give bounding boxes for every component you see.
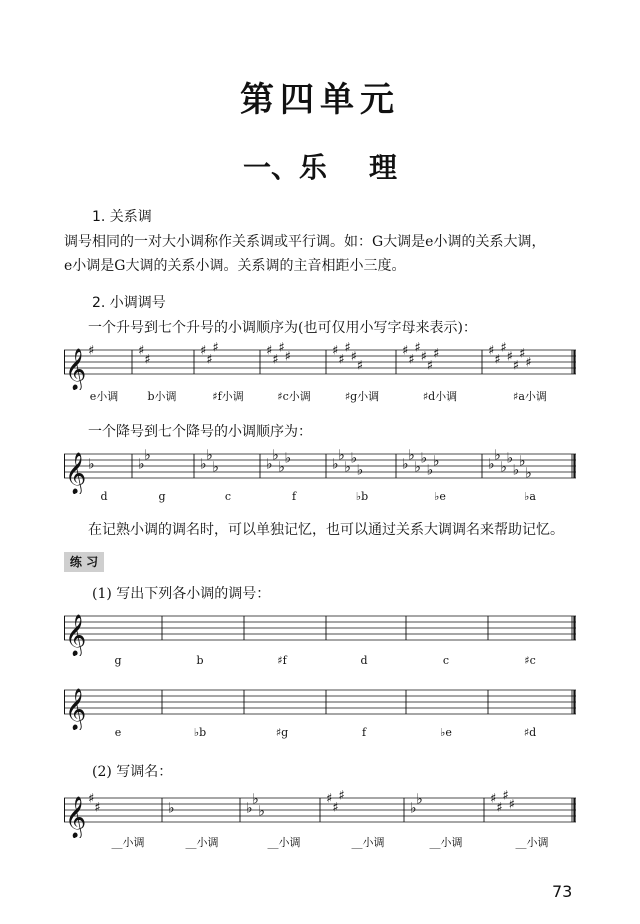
sharp-icon: ♯ (506, 349, 513, 365)
section-title (0, 146, 640, 186)
flat-keys-staff (64, 446, 576, 494)
flat-icon: ♭ (138, 456, 145, 473)
exercise-q2: (2) 写调名： (92, 764, 173, 780)
exercise-row-2-label-1: ♭b (193, 726, 207, 739)
flat-icon: ♭ (506, 450, 514, 467)
sharp-key-labels (0, 388, 640, 406)
relative-keys-line-1: 调号相同的一对大小调称作关系调或平行调。如：G大调是e小调的关系大调， (64, 234, 546, 250)
sharp-icon: ♯ (266, 343, 273, 359)
section-number: 一、 (242, 151, 299, 184)
treble-clef-icon: 𝄞 (65, 689, 87, 730)
flat-icon: ♭ (200, 456, 207, 473)
sharp-icon: ♯ (490, 791, 497, 807)
sharp-icon: ♯ (138, 343, 145, 359)
sharp-icon: ♯ (338, 790, 345, 804)
sharp-key-label-4: ♯g小调 (344, 390, 380, 403)
sharp-icon: ♯ (338, 352, 345, 368)
sharp-icon: ♯ (278, 342, 285, 356)
exercise-q2-labels (0, 834, 640, 852)
sharp-icon: ♯ (519, 346, 526, 362)
flat-icon: ♭ (88, 456, 95, 473)
sharp-icon: ♯ (350, 349, 357, 365)
flat-key-label-6: ♭a (524, 490, 536, 503)
sharp-icon: ♯ (284, 349, 291, 365)
flat-key-labels (0, 490, 640, 508)
flat-icon: ♭ (410, 800, 417, 817)
section-title-a: 乐 (298, 151, 327, 184)
exercise-q1: (1) 写出下列各小调的调号： (92, 586, 271, 602)
exercise-row-1-label-2: ♯f (277, 654, 287, 667)
exercise-row-2-labels (0, 726, 640, 744)
sharp-icon: ♯ (512, 358, 520, 374)
exercise-q2-label-2: __小调 (267, 836, 301, 849)
exercise-row-2-label-5: ♯d (523, 726, 537, 739)
exercise-q2-label-1: __小调 (185, 836, 219, 849)
flat-key-label-0: d (100, 490, 108, 503)
flat-icon: ♭ (344, 459, 352, 476)
exercise-row-1-label-4: c (442, 654, 450, 667)
flat-icon: ♭ (168, 800, 175, 817)
flat-icon: ♭ (350, 450, 358, 467)
sharp-key-label-1: b小调 (147, 390, 177, 403)
flat-icon: ♭ (356, 462, 364, 479)
memory-note: 在记熟小调的调名时，可以单独记忆，也可以通过关系大调调名来帮助记忆。 (88, 522, 564, 538)
flat-icon: ♭ (500, 459, 508, 476)
flat-icon: ♭ (519, 453, 526, 470)
exercise-row-2-label-2: ♯g (275, 726, 289, 739)
flat-icon: ♭ (144, 447, 151, 464)
flat-icon: ♭ (284, 450, 292, 467)
sharp-icon: ♯ (508, 797, 515, 813)
sharp-icon: ♯ (206, 352, 213, 368)
sharp-icon: ♯ (426, 358, 434, 374)
flat-icon: ♭ (426, 462, 434, 479)
sharp-icon: ♯ (500, 342, 507, 356)
sharp-icon: ♯ (414, 342, 421, 356)
flat-icon: ♭ (414, 459, 422, 476)
section-title-b: 理 (369, 151, 398, 184)
relative-keys-heading: 1. 关系调 (92, 209, 152, 225)
sharp-icon: ♯ (200, 343, 207, 359)
sharp-keys-staff (64, 342, 576, 390)
sharp-icon: ♯ (94, 800, 101, 816)
exercise-staff-1 (64, 608, 576, 656)
sharp-icon: ♯ (496, 800, 503, 816)
flat-key-label-5: ♭e (434, 490, 446, 503)
sharp-key-label-0: e小调 (89, 390, 119, 403)
sharp-icon: ♯ (488, 343, 495, 359)
flat-icon: ♭ (272, 447, 279, 464)
flat-icon: ♭ (420, 450, 428, 467)
sharp-icon: ♯ (88, 343, 95, 359)
sharp-icon: ♯ (332, 343, 339, 359)
exercise-row-1-label-5: ♯c (524, 654, 536, 667)
page-number: 73 (552, 882, 573, 901)
sharp-icon: ♯ (88, 791, 95, 807)
sharp-icon: ♯ (420, 349, 427, 365)
sharp-icon: ♯ (408, 352, 415, 368)
sharp-icon: ♯ (332, 800, 339, 816)
flat-icon: ♭ (338, 447, 345, 464)
sharp-icon: ♯ (402, 343, 409, 359)
treble-clef-icon: 𝄞 (65, 797, 87, 838)
exercise-badge: 练 习 (64, 552, 104, 572)
sharp-icon: ♯ (272, 352, 279, 368)
relative-keys-line-2: e小调是G大调的关系小调。关系调的主音相距小三度。 (64, 258, 406, 274)
minor-signatures-heading: 2. 小调调号 (92, 295, 166, 311)
exercise-q2-label-0: __小调 (111, 836, 145, 849)
flat-key-label-2: c (224, 490, 232, 503)
flat-icon: ♭ (525, 465, 532, 482)
sharp-key-label-3: ♯c小调 (277, 390, 311, 403)
flat-intro: 一个降号到七个降号的小调顺序为： (88, 424, 312, 440)
flat-key-label-3: f (291, 490, 297, 503)
flat-icon: ♭ (402, 456, 409, 473)
sharp-icon: ♯ (356, 358, 364, 374)
flat-icon: ♭ (494, 447, 501, 464)
treble-clef-icon: 𝄞 (65, 349, 87, 390)
exercise-row-1-label-3: d (360, 654, 368, 667)
flat-icon: ♭ (512, 462, 520, 479)
flat-key-label-1: g (158, 490, 166, 503)
flat-icon: ♭ (246, 800, 253, 817)
sharp-icon: ♯ (494, 352, 501, 368)
flat-icon: ♭ (433, 453, 440, 470)
flat-icon: ♭ (416, 791, 423, 808)
exercise-staff-3 (64, 790, 576, 838)
sharp-icon: ♯ (502, 790, 509, 804)
exercise-row-2-label-3: f (361, 726, 367, 739)
exercise-row-1-labels (0, 654, 640, 672)
flat-icon: ♭ (258, 803, 266, 820)
exercise-row-1-label-1: b (196, 654, 204, 667)
sharp-key-label-6: ♯a小调 (513, 390, 547, 403)
sharp-icon: ♯ (144, 352, 151, 368)
flat-icon: ♭ (206, 447, 213, 464)
flat-icon: ♭ (278, 459, 286, 476)
flat-icon: ♭ (212, 459, 220, 476)
treble-clef-icon: 𝄞 (65, 615, 87, 656)
exercise-q2-label-5: __小调 (515, 836, 549, 849)
treble-clef-icon: 𝄞 (65, 453, 87, 494)
sharp-icon: ♯ (344, 342, 351, 356)
sharp-icon: ♯ (212, 342, 219, 356)
flat-icon: ♭ (332, 456, 339, 473)
sharp-key-label-5: ♯d小调 (422, 390, 458, 403)
sharp-intro: 一个升号到七个升号的小调顺序为(也可仅用小写字母来表示)： (88, 320, 477, 336)
exercise-q2-label-3: __小调 (351, 836, 385, 849)
sharp-key-label-2: ♯f小调 (212, 390, 244, 403)
flat-icon: ♭ (408, 447, 415, 464)
unit-title: 第四单元 (240, 80, 400, 120)
sharp-icon: ♯ (433, 346, 440, 362)
flat-key-label-4: ♭b (355, 490, 369, 503)
flat-icon: ♭ (252, 791, 259, 808)
sharp-icon: ♯ (326, 791, 333, 807)
sharp-icon: ♯ (525, 355, 532, 371)
flat-icon: ♭ (488, 456, 495, 473)
flat-icon: ♭ (266, 456, 273, 473)
exercise-row-2-label-0: e (114, 726, 122, 739)
exercise-staff-2 (64, 682, 576, 730)
exercise-q2-label-4: __小调 (429, 836, 463, 849)
exercise-row-2-label-4: ♭e (440, 726, 452, 739)
exercise-row-1-label-0: g (114, 654, 122, 667)
